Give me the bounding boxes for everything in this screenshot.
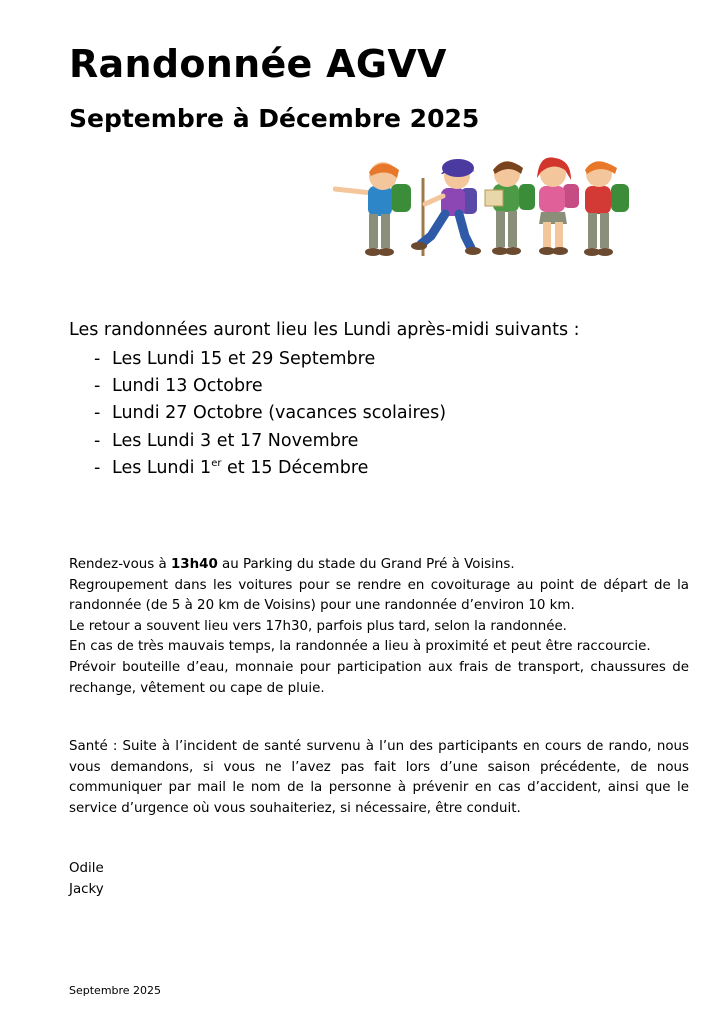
hiker-pointing bbox=[335, 162, 411, 256]
hiker-map bbox=[485, 161, 535, 255]
schedule-intro: Les randonnées auront lieu les Lundi après-midi suivants : bbox=[69, 320, 580, 340]
list-item: - Les Lundi 3 et 17 Novembre bbox=[94, 428, 446, 455]
list-item: - Les Lundi 1er et 15 Décembre bbox=[94, 455, 446, 482]
footer-date: Septembre 2025 bbox=[69, 984, 162, 997]
hiker-red-shirt bbox=[584, 161, 629, 256]
signatures bbox=[69, 858, 104, 900]
carpool-text: Regroupement dans les voitures pour se rendre en covoiturage au point de départ de la randonnée (de 5 à 20 km de Voisins) pour une randonnée d’environ 10 km. bbox=[69, 577, 689, 614]
practical-info bbox=[69, 555, 689, 699]
hikers-illustration bbox=[333, 156, 633, 264]
list-bullet: - bbox=[94, 376, 101, 397]
list-bullet: - bbox=[94, 403, 101, 424]
health-notice: Santé : Suite à l’incident de santé survenu à l’un des participants en cours de rando, nous vous demandons, si vous ne l’avez pas fait lors d’une saison précédente, de nous communiquer par mail le nom de la personne à prévenir en cas d’accident, ainsi que le service d’urgence où vous souhaiteriez, si nécessaire, être conduit. bbox=[69, 739, 689, 816]
date-list bbox=[94, 346, 446, 482]
return-text: Le retour a souvent lieu vers 17h30, parfois plus tard, selon la randonnée. bbox=[69, 618, 567, 634]
list-bullet: - bbox=[94, 457, 101, 478]
list-item: - Lundi 13 Octobre bbox=[94, 373, 446, 400]
list-item: - Les Lundi 15 et 29 Septembre bbox=[94, 346, 446, 373]
meeting-point: Rendez-vous à 13h40 au Parking du stade du Grand Pré à Voisins. bbox=[69, 557, 515, 572]
hiker-walking bbox=[411, 159, 481, 256]
equipment-text: Prévoir bouteille d’eau, monnaie pour participation aux frais de transport, chaussures de rechange, vêtement ou cape de pluie. bbox=[69, 659, 689, 696]
document-subtitle: Septembre à Décembre 2025 bbox=[69, 104, 480, 133]
document-title: Randonnée AGVV bbox=[69, 42, 447, 86]
signature-name: Jacky bbox=[69, 882, 104, 897]
list-bullet: - bbox=[94, 349, 101, 369]
weather-text: En cas de très mauvais temps, la randonnée a lieu à proximité et peut être raccourcie. bbox=[69, 639, 651, 655]
list-item: - Lundi 27 Octobre (vacances scolaires) bbox=[94, 400, 446, 427]
meeting-time: 13h40 bbox=[170, 557, 218, 572]
hiker-girl bbox=[537, 157, 579, 255]
signature-name: Odile bbox=[69, 861, 104, 876]
list-bullet: - bbox=[94, 430, 101, 451]
